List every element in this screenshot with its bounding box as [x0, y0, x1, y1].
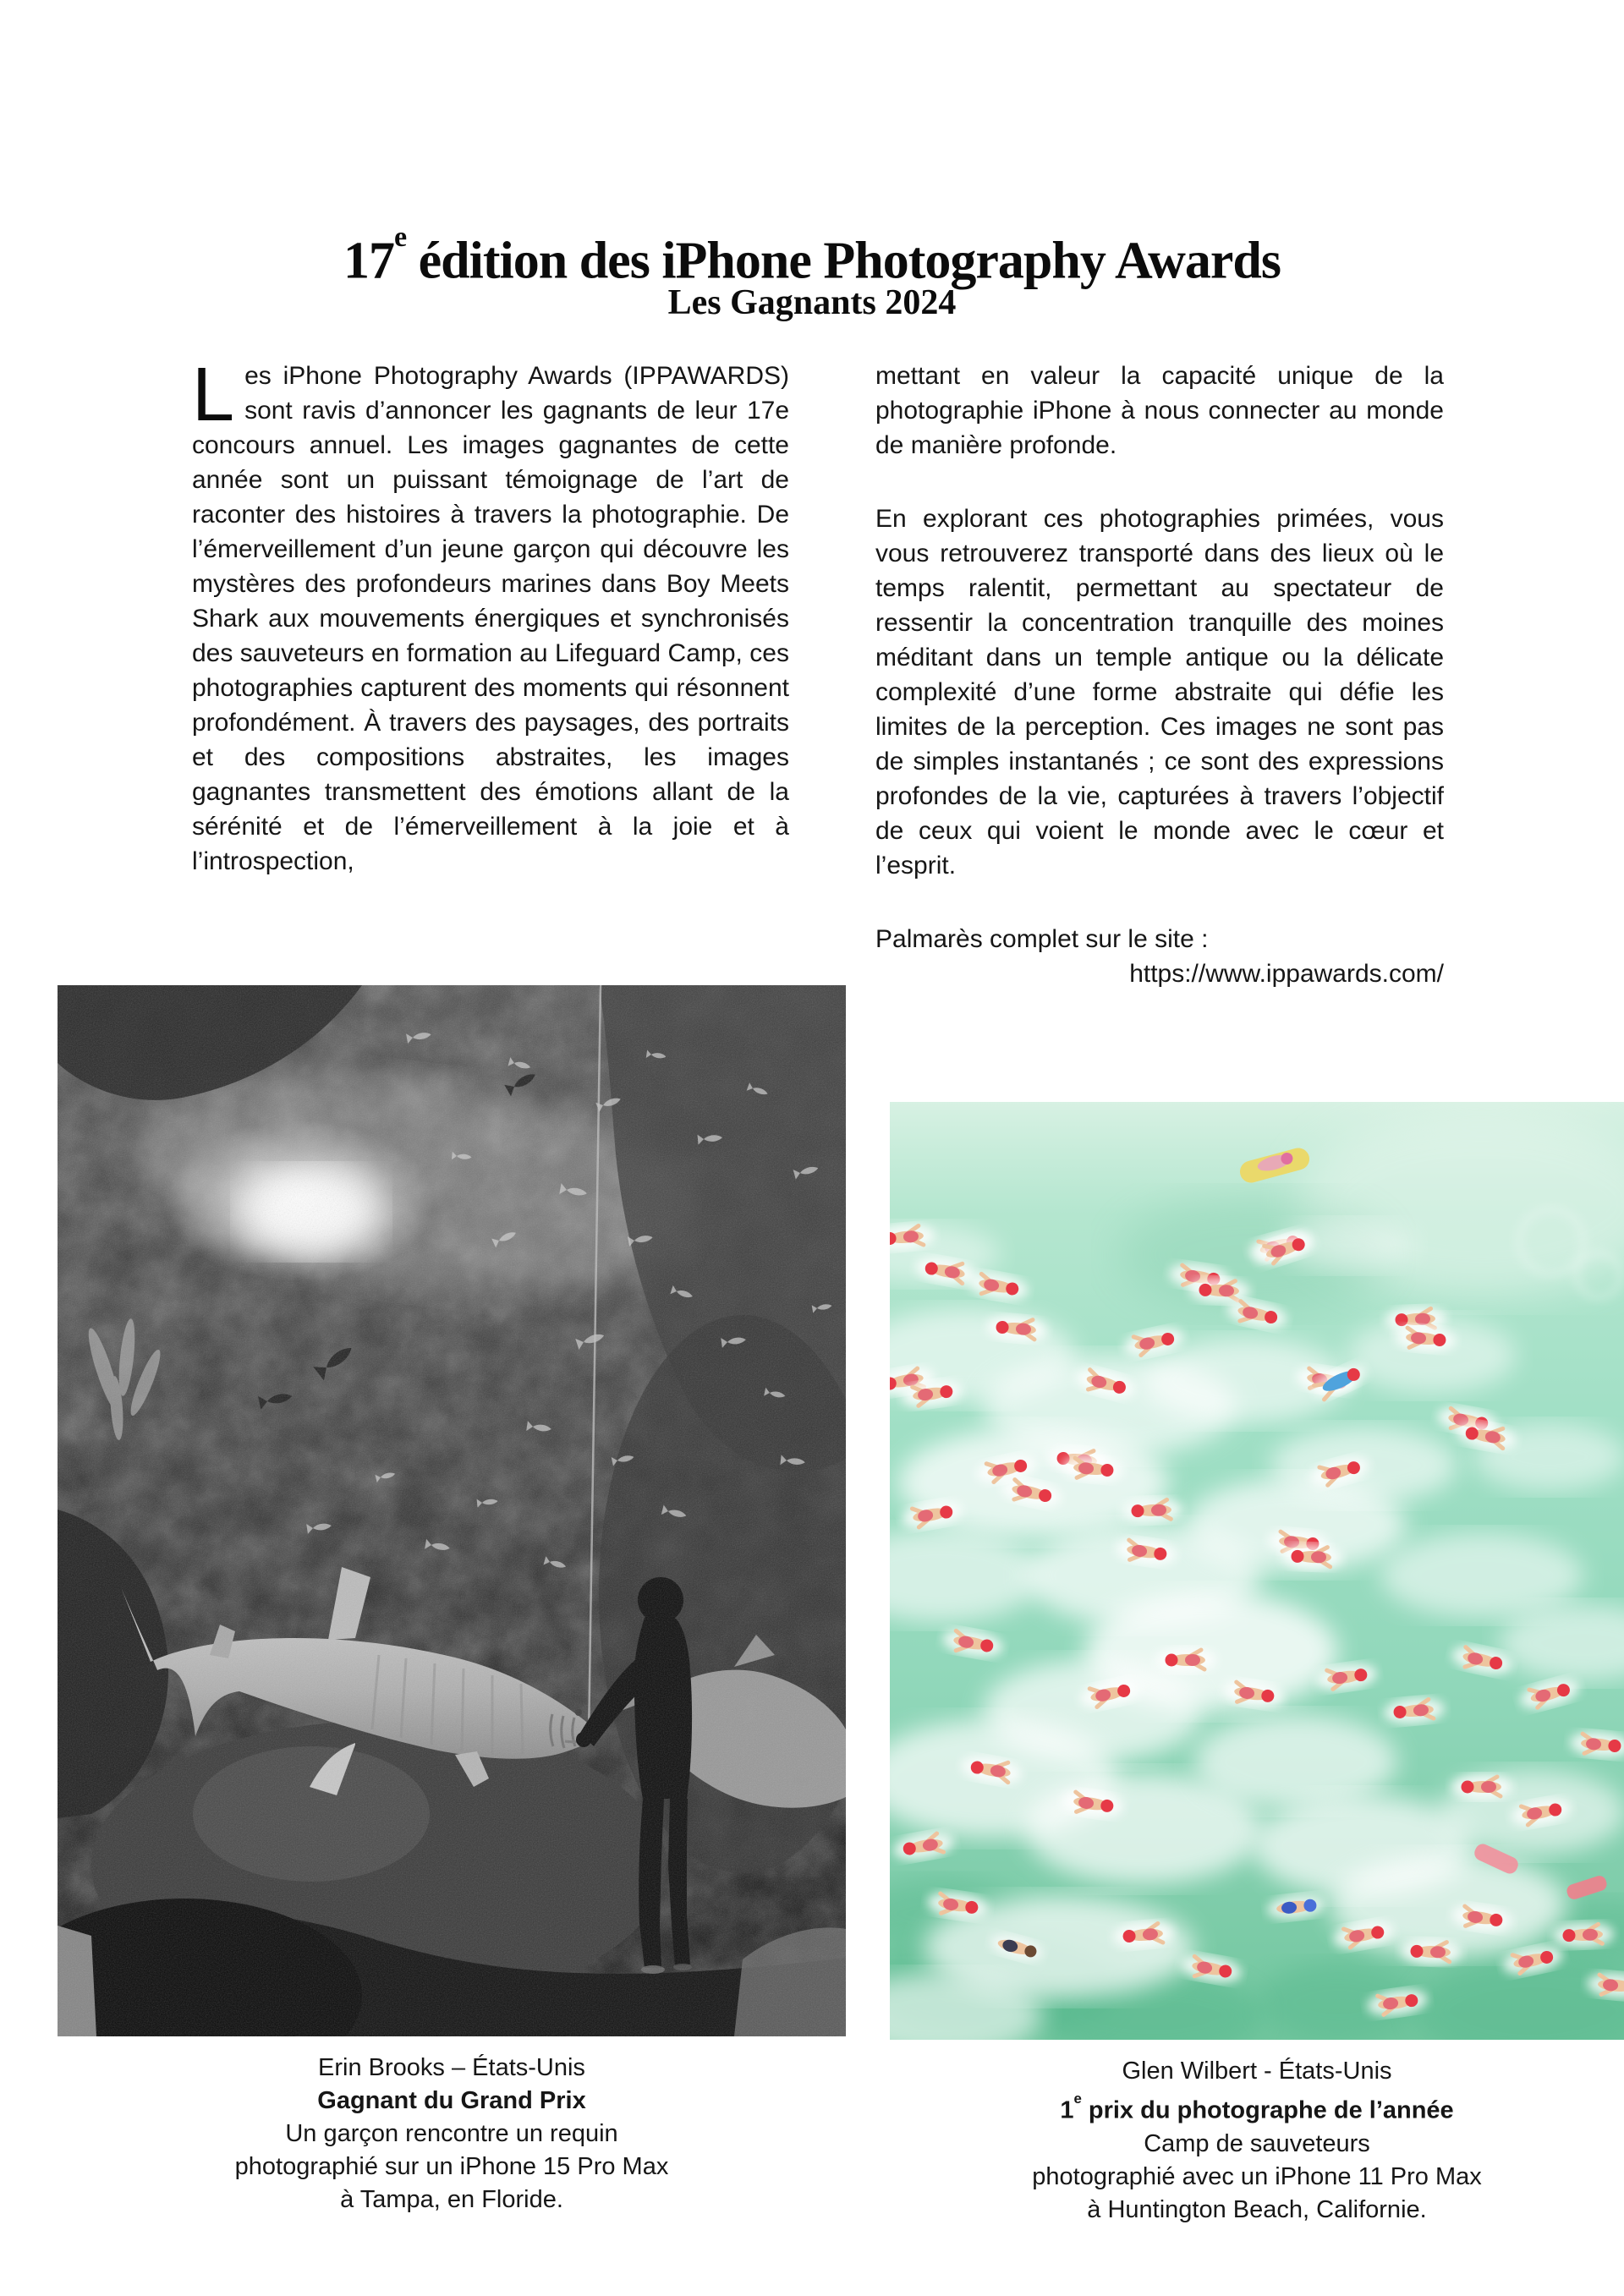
title-superscript: e	[393, 222, 407, 254]
caption-author: Erin Brooks – États-Unis	[318, 2054, 585, 2081]
caption-line: photographié sur un iPhone 15 Pro Max	[234, 2153, 669, 2180]
body-paragraph-3: En explorant ces photographies primées, vous vous retrouverez transporté dans des lieux où le temps ralentit, permettant au spectateur de ressentir la concentration tranquille des moines méditant dans un temple antique ou la délicate complexité d’une forme abstraite qui défie les limites de la perception. Ces images ne sont pas de simples instantanés ; ce sont des expressions profondes de la vie, capturées à travers l’objectif de ceux qui voient le monde avec le cœur et l’esprit.	[875, 505, 1444, 879]
caption-photographer-of-year	[890, 2055, 1624, 2227]
lifeguard-camp-illustration	[890, 1102, 1624, 2040]
award-superscript: e	[1073, 2091, 1082, 2107]
caption-line: Un garçon rencontre un requin	[285, 2120, 618, 2147]
film-grain	[58, 985, 846, 2036]
drop-cap: L	[192, 353, 235, 437]
article-column-right	[875, 359, 1444, 991]
caption-line: à Huntington Beach, Californie.	[1087, 2195, 1427, 2223]
caption-author: Glen Wilbert - États-Unis	[1122, 2058, 1392, 2085]
caption-line: Camp de sauveteurs	[1144, 2129, 1370, 2157]
caption-award: Gagnant du Grand Prix	[317, 2087, 586, 2114]
website-link[interactable]: https://www.ippawards.com/	[1129, 960, 1444, 988]
page-subtitle: Les Gagnants 2024	[667, 282, 957, 322]
body-paragraph-2: mettant en valeur la capacité unique de la photographie iPhone à nous connecter au monde de manière profonde.	[875, 362, 1444, 459]
palmares-note: Palmarès complet sur le site :	[875, 925, 1209, 953]
photo-boy-meets-shark	[58, 985, 846, 2036]
article-column-left	[192, 353, 789, 879]
page-title: 17e édition des iPhone Photography Awards	[343, 222, 1281, 290]
caption-grand-prix	[58, 2052, 846, 2217]
photo-lifeguard-camp	[890, 1102, 1624, 2040]
caption-award: 1e prix du photographe de l’année	[1060, 2091, 1454, 2124]
caption-line: photographié avec un iPhone 11 Pro Max	[1032, 2162, 1482, 2190]
body-paragraph-1: Les iPhone Photography Awards (IPPAWARDS) sont ravis d’annoncer les gagnants de leur 17e concours annuel. Les images gagnantes de cette année sont un puissant témoignage de l’art de raconter des histoires à travers la photographie. De l’émerveillement d’un jeune garçon qui découvre les mystères des profondeurs marines dans Boy Meets Shark aux mouvements énergiques et synchronisés des sauveteurs en formation au Lifeguard Camp, ces photographies capturent des moments qui résonnent profondément. À travers des paysages, des portraits et des compositions abstraites, les images gagnantes transmettent des émotions allant de la sérénité et de l’émerveillement à la joie et à l’introspection,	[192, 353, 789, 875]
boy-meets-shark-illustration	[58, 985, 846, 2036]
caption-line: à Tampa, en Floride.	[340, 2186, 563, 2213]
